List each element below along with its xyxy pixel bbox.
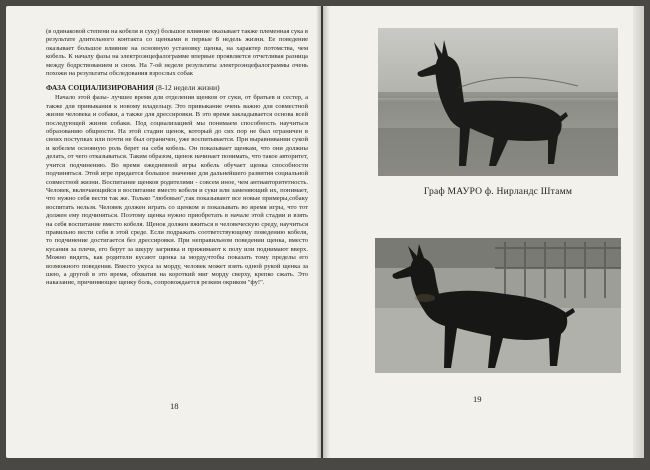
page-number-right: 19 (473, 394, 482, 404)
intro-paragraph: (в одинаковой степени на кобеля и суку) большое влияние оказывает также племенная сука в результате длительного контакта со щенками в первые 8 недель жизни. Ее поведение оказывает большое влияние на основную установку щенка, на характер потомства, чем кобель. К началу фазы на электроэнцефалограмме впервые проявляется отчетливая разница между бодрствованием и сном. На 7-ой неделе результаты электроэнцефалограммы очень похожи на результаты обследования взрослых собак (46, 28, 308, 78)
left-page-text-column (46, 28, 308, 288)
left-page (6, 6, 321, 458)
book-gutter-shadow (316, 6, 330, 458)
body-paragraph: Начало этой фазы- лучшее время для отделения щенков от суки, от братьев и сестер, а также для привыкания к новому владельцу. Это привыкание очень важно для совместной жизни человека и собаки, а также для дрессировки. В это время закладывается основа всей последующей жизни собаки. Под социализацией мы понимаем способность научиться образованию общности. На этой стадии щенок, который до сих пор не был ограничен в своих поступках или почти не был ограничен, уже воспитывается. При выравнивании сукой и кобелем основную роль берет на себя кобель. Он показывает щенкам, что они должны делать, от чего отказываться. Таким образом, щенок начинает понимать, что такое авторитет, учится подчинению. Во время ежедневной игры кобель обучает щенка способности подчиняться. Этой игре придается большое значение для дальнейшего развития социальной совместной жизни. Воспитание щенков родителями - совсем иное, чем антиавторитетность. Человек, включающийся в воспитание вместо кобеля и суки или заменяющий их, понимает, что нужно себя вести так же. Только "любовью",так показывают все новые примеры,собаку воспитать нельзя. Человек должен играть со щенком и показывать во время игры, что тот должен ему подчиняться. Поэтому щенка нужно приобретать в начале этой стадии и взять на себя воспитание вместо кобеля. Щенок должен вжиться в человеческую среду, научиться правильно вести себя в этой среде. Если подражать соответствующему поведению кобеля, то подчинение достигается без дрессировки. При неправильном поведении щенка, вместо кусания за плечи, его берут за шкуру загривка и прижимают к полу или поднимают вверх. Можно видеть, как родители кусают щенка за морду,чтобы показать тому пределы его возможного поведения. Вместо укуса за морду, человек может взять одной рукой щенка за шею, а другой в это время, обхватив на короткий миг морду сверху, крепко сжать. Это наказание, причиняющее щенку боль, сопровождается резким окриком "фу!". (46, 94, 308, 287)
page-edge (633, 6, 644, 458)
section-heading-title: ФАЗА СОЦИАЛИЗИРОВАНИЯ (46, 83, 154, 93)
page-number-left: 18 (170, 401, 179, 411)
section-heading-note: (8-12 недели жизни) (155, 83, 220, 93)
section-heading (46, 83, 308, 92)
standing-dog-photo-graphic (378, 28, 618, 176)
dog-portrait-photo-graphic (375, 238, 621, 373)
photo-standing-dog (378, 28, 618, 176)
photo-dog-portrait (375, 238, 621, 373)
photo-top-caption: Граф МАУРО ф. Нирландс Штамм (423, 186, 573, 197)
right-page (323, 6, 644, 458)
